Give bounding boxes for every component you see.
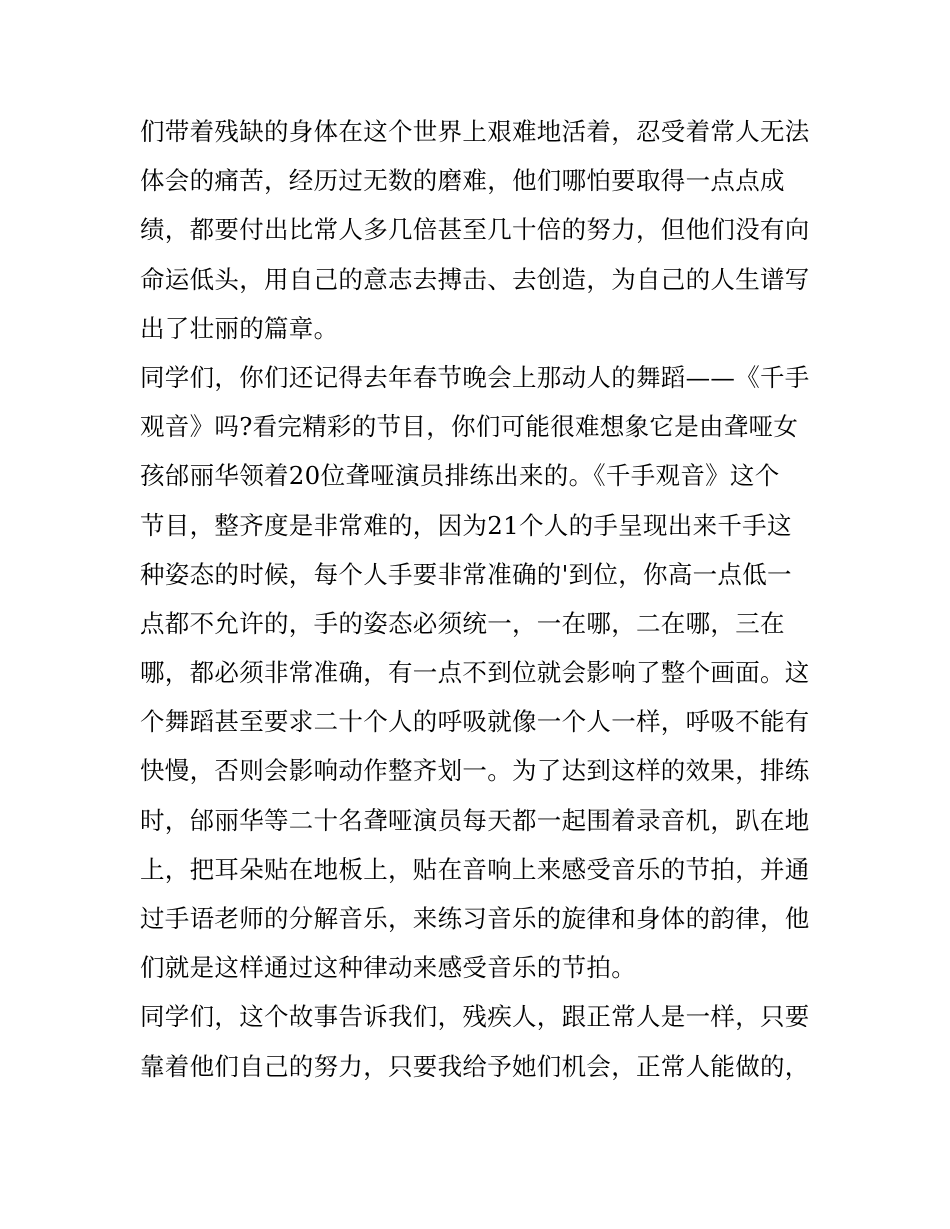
text-line: 同学们，你们还记得去年春节晚会上那动人的舞蹈——《千手 — [140, 362, 810, 392]
text-line: 们就是这样通过这种律动来感受音乐的节拍。 — [140, 953, 636, 983]
text-line: 种姿态的时候，每个人手要非常准确的'到位，你高一点低一 — [140, 559, 792, 589]
text-line: 点都不允许的，手的姿态必须统一，一在哪，二在哪，三在 — [140, 608, 785, 638]
document-body — [140, 107, 820, 1091]
text-line: 上，把耳朵贴在地板上，贴在音响上来感受音乐的节拍，并通 — [140, 854, 810, 884]
paragraph — [140, 992, 820, 1090]
text-line: 同学们，这个故事告诉我们，残疾人，跟正常人是一样，只要 — [140, 1002, 810, 1032]
text-line: 出了壮丽的篇章。 — [140, 313, 339, 343]
text-line: 命运低头，用自己的意志去搏击、去创造，为自己的人生谱写 — [140, 264, 810, 294]
text-line: 体会的痛苦，经历过无数的磨难，他们哪怕要取得一点点成 — [140, 166, 785, 196]
text-line: 哪，都必须非常准确，有一点不到位就会影响了整个画面。这 — [140, 658, 810, 688]
paragraph — [140, 107, 820, 353]
text-line: 孩邰丽华领着20位聋哑演员排练出来的。《千手观音》这个 — [140, 461, 780, 491]
paragraph — [140, 353, 820, 992]
text-line: 时，邰丽华等二十名聋哑演员每天都一起围着录音机，趴在地 — [140, 805, 810, 835]
text-line: 们带着残缺的身体在这个世界上艰难地活着，忍受着常人无法 — [140, 117, 810, 146]
text-line: 靠着他们自己的努力，只要我给予她们机会，正常人能做的， — [140, 1051, 810, 1081]
text-line: 快慢，否则会影响动作整齐划一。为了达到这样的效果，排练 — [140, 756, 810, 786]
text-line: 节目，整齐度是非常难的，因为21个人的手呈现出来千手这 — [140, 510, 792, 540]
text-line: 过手语老师的分解音乐，来练习音乐的旋律和身体的韵律，他 — [140, 904, 810, 933]
text-line: 绩，都要付出比常人多几倍甚至几十倍的努力，但他们没有向 — [140, 215, 810, 245]
text-line: 个舞蹈甚至要求二十个人的呼吸就像一个人一样，呼吸不能有 — [140, 707, 810, 737]
text-line: 观音》吗?看完精彩的节目，你们可能很难想象它是由聋哑女 — [140, 412, 799, 442]
